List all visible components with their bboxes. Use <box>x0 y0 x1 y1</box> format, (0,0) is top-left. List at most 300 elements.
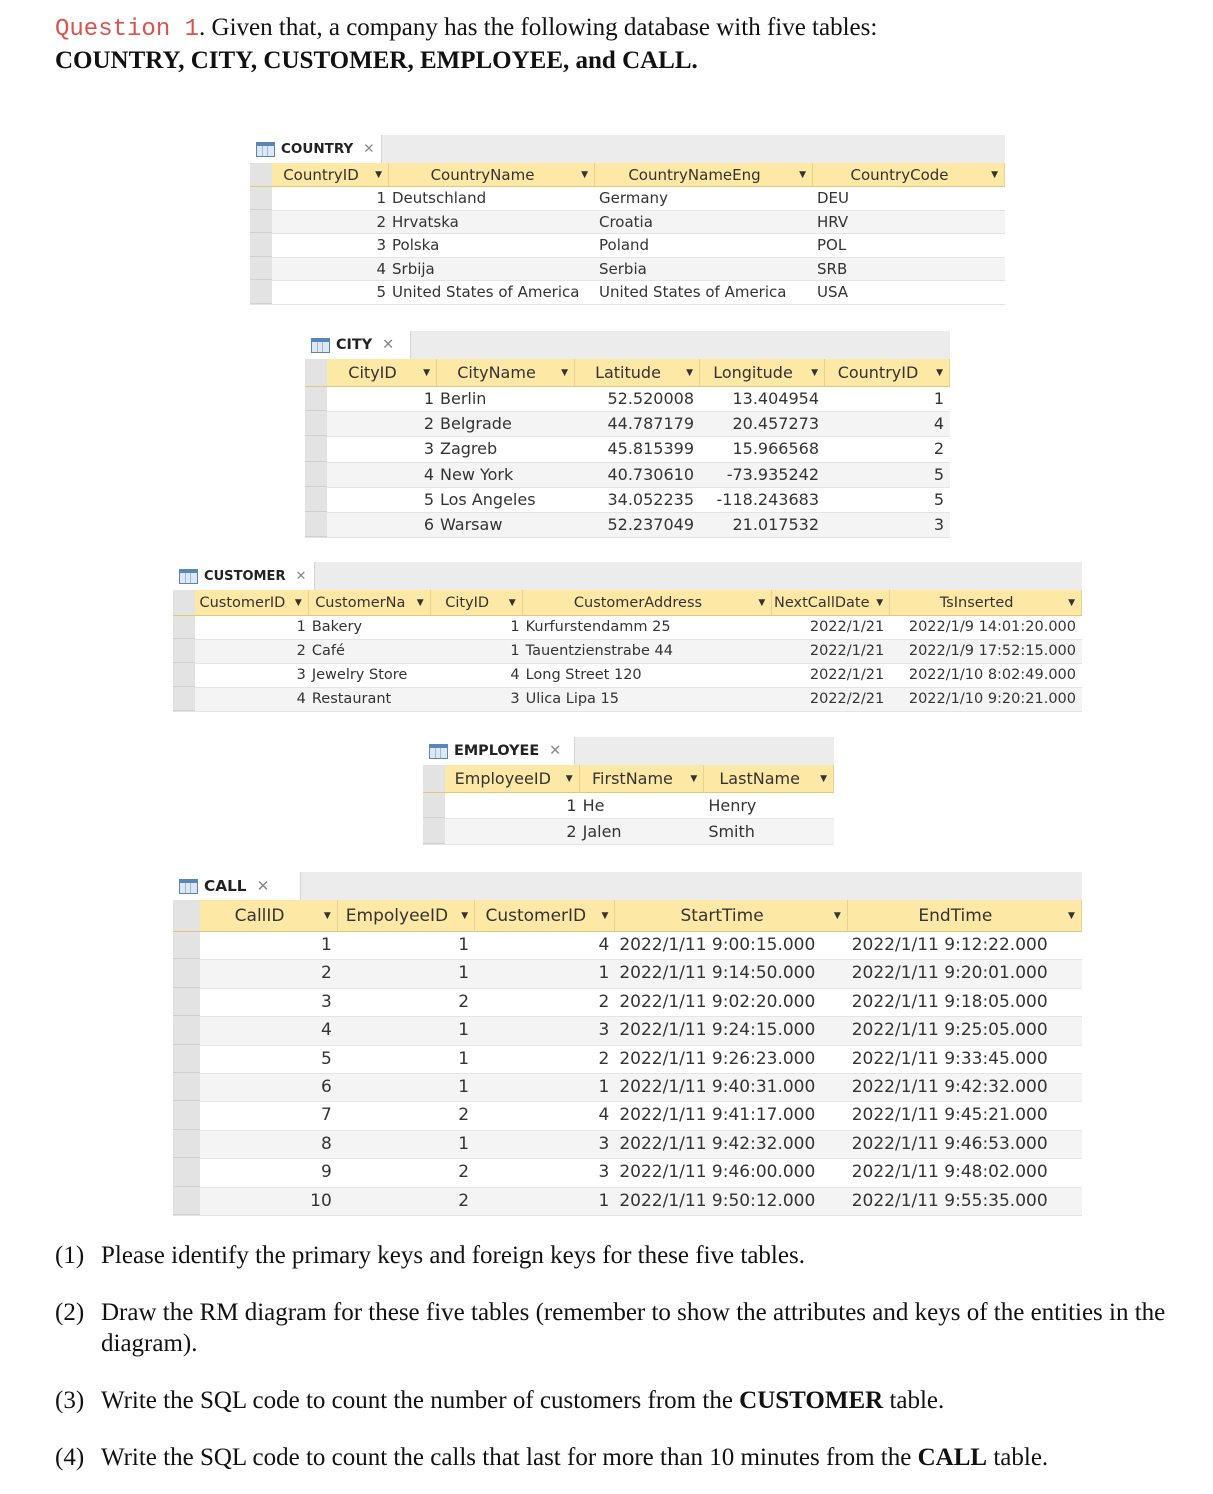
country-header-row <box>250 163 1005 187</box>
cell-countryid[interactable]: 5 <box>825 463 950 487</box>
cell-customerid[interactable]: 2 <box>598 991 610 1012</box>
cell-customeraddress[interactable]: Tauentzienstrabe 44 <box>523 640 773 663</box>
cell-empolyeeid[interactable]: 1 <box>338 1074 475 1101</box>
column-header-label: CountryNameEng <box>628 166 761 184</box>
cell-countryname[interactable]: United States of America <box>392 283 580 301</box>
cell-longitude[interactable]: 13.404954 <box>732 389 819 408</box>
record-selector[interactable] <box>250 281 272 304</box>
table-row[interactable] <box>173 640 1082 664</box>
table-row[interactable] <box>423 793 834 819</box>
cell-callid[interactable]: 5 <box>320 1048 332 1069</box>
question-heading <box>55 12 1195 76</box>
table-row[interactable] <box>250 211 1005 235</box>
table-row[interactable] <box>250 258 1005 282</box>
table-row[interactable] <box>305 463 950 488</box>
customer-table <box>173 562 1082 712</box>
close-icon[interactable]: ✕ <box>363 141 375 157</box>
table-row[interactable] <box>173 1159 1082 1187</box>
table-row[interactable] <box>305 387 950 412</box>
column-header-customerid[interactable] <box>475 900 615 931</box>
city-rows <box>305 387 950 538</box>
close-icon[interactable]: ✕ <box>295 568 307 584</box>
cell-nextcalldate[interactable]: 2022/1/21 <box>772 640 890 663</box>
employee-table <box>423 737 834 845</box>
record-selector[interactable] <box>305 463 327 487</box>
cell-employeeid[interactable]: 1 <box>566 796 577 815</box>
column-header-tsinserted[interactable] <box>890 590 1082 615</box>
record-selector[interactable] <box>423 793 445 818</box>
column-header-endtime[interactable] <box>848 900 1082 931</box>
question-number: (1) <box>55 1242 85 1269</box>
table-row[interactable] <box>305 488 950 513</box>
cell-latitude[interactable]: 52.520008 <box>607 389 694 408</box>
table-row[interactable] <box>173 1188 1082 1216</box>
cell-countrynameeng[interactable]: Serbia <box>595 258 813 281</box>
table-row[interactable] <box>173 1131 1082 1159</box>
cell-starttime[interactable]: 2022/1/11 9:50:12.000 <box>615 1188 847 1215</box>
column-header-label: CityName <box>457 363 536 382</box>
tab-employee[interactable] <box>423 737 575 765</box>
customer-header-row <box>173 590 1082 616</box>
column-header-countrynameeng[interactable] <box>595 163 813 186</box>
cell-firstname[interactable]: Jalen <box>580 819 705 844</box>
cell-countryid[interactable]: 3 <box>825 513 950 537</box>
cell-customerid[interactable]: 4 <box>598 935 610 955</box>
record-selector[interactable] <box>250 211 272 234</box>
cell-countrynameeng[interactable]: Croatia <box>595 211 813 234</box>
cell-countryid[interactable]: 3 <box>376 236 386 254</box>
column-header-latitude[interactable] <box>575 359 700 386</box>
close-icon[interactable]: ✕ <box>256 877 270 895</box>
cell-customerna[interactable]: Café <box>309 640 431 663</box>
column-header-countryid[interactable] <box>825 359 950 386</box>
cell-callid[interactable]: 9 <box>320 1162 332 1183</box>
cell-customerid[interactable]: 4 <box>195 688 309 711</box>
record-selector[interactable] <box>423 819 445 844</box>
cell-cityid[interactable]: 2 <box>327 412 437 436</box>
cell-endtime[interactable]: 2022/1/11 9:18:05.000 <box>851 991 1048 1012</box>
table-row[interactable] <box>423 819 834 845</box>
cell-endtime[interactable]: 2022/1/11 9:45:21.000 <box>851 1105 1048 1126</box>
column-header-countryid[interactable] <box>272 163 389 186</box>
cell-callid[interactable]: 6 <box>200 1074 337 1101</box>
record-selector[interactable] <box>173 989 200 1016</box>
record-selector[interactable] <box>173 640 195 663</box>
column-header-customerna[interactable] <box>309 590 431 615</box>
cell-customerid[interactable]: 1 <box>475 1188 615 1215</box>
table-row[interactable] <box>173 664 1082 688</box>
column-header-cityname[interactable] <box>437 359 575 386</box>
call-table <box>173 872 1082 1216</box>
cell-empolyeeid[interactable]: 1 <box>338 1131 475 1158</box>
cell-starttime[interactable]: 2022/1/11 9:02:20.000 <box>619 991 816 1012</box>
cell-firstname[interactable]: He <box>582 796 605 815</box>
table-row[interactable] <box>173 1046 1082 1074</box>
table-row[interactable] <box>250 234 1005 258</box>
record-selector[interactable] <box>250 258 272 281</box>
cell-endtime[interactable]: 2022/1/11 9:33:45.000 <box>851 1048 1048 1069</box>
call-rows <box>173 932 1082 1216</box>
table-row[interactable] <box>250 281 1005 305</box>
record-selector[interactable] <box>305 437 327 461</box>
cell-cityid[interactable]: 4 <box>327 463 437 487</box>
dropdown-arrow-icon[interactable]: ▼ <box>690 774 698 784</box>
cell-countryid[interactable]: 4 <box>825 412 950 436</box>
cell-customerna[interactable]: Bakery <box>311 619 363 635</box>
cell-cityid[interactable]: 1 <box>510 619 520 635</box>
dropdown-arrow-icon[interactable]: ▼ <box>601 911 609 921</box>
cell-endtime[interactable]: 2022/1/11 9:12:22.000 <box>851 935 1048 955</box>
cell-callid[interactable]: 8 <box>200 1131 337 1158</box>
cell-cityname[interactable]: New York <box>437 463 575 487</box>
cell-tsinserted[interactable]: 2022/1/10 9:20:21.000 <box>890 688 1082 711</box>
record-selector[interactable] <box>173 1046 200 1073</box>
table-icon <box>256 142 275 157</box>
cell-latitude[interactable]: 40.730610 <box>575 463 700 487</box>
cell-customeraddress[interactable]: Kurfurstendamm 25 <box>525 619 671 635</box>
cell-customerid[interactable]: 3 <box>475 1017 615 1044</box>
column-header-label: CustomerAddress <box>573 595 703 611</box>
cell-starttime[interactable]: 2022/1/11 9:24:15.000 <box>615 1017 847 1044</box>
cell-countrynameeng[interactable]: United States of America <box>599 283 787 301</box>
record-selector[interactable] <box>173 1017 200 1044</box>
dropdown-arrow-icon[interactable]: ▼ <box>758 598 766 608</box>
cell-employeeid[interactable]: 2 <box>445 819 580 844</box>
column-header-label: FirstName <box>592 769 673 788</box>
record-selector[interactable] <box>173 664 195 687</box>
column-header-label: CountryID <box>283 166 359 184</box>
table-row[interactable] <box>305 437 950 462</box>
dropdown-arrow-icon[interactable]: ▼ <box>323 911 331 921</box>
cell-starttime[interactable]: 2022/1/11 9:46:00.000 <box>619 1162 816 1183</box>
cell-longitude[interactable]: 15.966568 <box>732 439 819 459</box>
column-header-label: NextCallDate <box>774 595 870 611</box>
question-item <box>55 1442 1205 1473</box>
column-header-label: CityID <box>348 363 397 382</box>
cell-countryname[interactable]: Srbija <box>389 258 595 281</box>
dropdown-arrow-icon[interactable]: ▼ <box>416 598 424 608</box>
cell-countrycode[interactable]: USA <box>817 283 849 301</box>
cell-countryid[interactable]: 5 <box>376 283 386 301</box>
country-table <box>250 135 1005 305</box>
cell-nextcalldate[interactable]: 2022/2/21 <box>772 688 890 711</box>
cell-countryid[interactable]: 4 <box>272 258 389 281</box>
column-header-cityid[interactable] <box>431 590 523 615</box>
column-header-label: CustomerNa <box>315 595 406 611</box>
tab-country[interactable] <box>250 135 382 163</box>
cell-endtime[interactable]: 2022/1/11 9:42:32.000 <box>848 1074 1082 1101</box>
record-selector[interactable] <box>305 513 327 537</box>
record-selector[interactable] <box>250 187 272 210</box>
cell-cityname[interactable]: Los Angeles <box>440 489 536 509</box>
cell-lastname[interactable]: Smith <box>704 819 834 844</box>
cell-countrynameeng[interactable]: Germany <box>599 189 668 207</box>
column-header-label: StartTime <box>680 906 764 926</box>
record-selector[interactable] <box>173 616 195 639</box>
column-header-label: CustomerID <box>199 595 286 611</box>
cell-countrycode[interactable]: SRB <box>813 258 1005 281</box>
dropdown-arrow-icon[interactable]: ▼ <box>375 170 382 180</box>
city-table <box>305 331 950 538</box>
dropdown-arrow-icon[interactable]: ▼ <box>876 598 884 608</box>
cell-cityid[interactable]: 6 <box>327 513 437 537</box>
tab-city[interactable] <box>305 331 411 359</box>
table-icon <box>429 744 448 759</box>
dropdown-arrow-icon[interactable]: ▼ <box>508 598 516 608</box>
cell-longitude[interactable]: 20.457273 <box>700 412 825 436</box>
record-selector[interactable] <box>305 488 327 512</box>
column-header-label: CallID <box>234 906 285 926</box>
dropdown-arrow-icon[interactable]: ▼ <box>991 170 998 180</box>
dropdown-arrow-icon[interactable]: ▼ <box>294 598 302 608</box>
record-selector[interactable] <box>305 412 327 436</box>
dropdown-arrow-icon[interactable]: ▼ <box>686 368 693 378</box>
column-header-lastname[interactable] <box>704 765 834 792</box>
cell-customerna[interactable]: Jewelry Store <box>311 667 408 683</box>
cell-customerid[interactable]: 1 <box>296 619 306 635</box>
column-header-label: CityID <box>445 595 490 611</box>
heading-line2: COUNTRY, CITY, CUSTOMER, EMPLOYEE, and CALL. <box>55 47 698 74</box>
table-row[interactable] <box>173 1074 1082 1102</box>
cell-endtime[interactable]: 2022/1/11 9:48:02.000 <box>851 1162 1048 1183</box>
cell-latitude[interactable]: 52.237049 <box>575 513 700 537</box>
customer-tab-bar <box>173 562 1082 590</box>
record-selector[interactable] <box>173 1074 200 1101</box>
column-header-label: TsInserted <box>939 595 1014 611</box>
cell-cityname[interactable]: Zagreb <box>440 439 498 459</box>
cell-customeraddress[interactable]: Ulica Lipa 15 <box>523 688 773 711</box>
customer-rows <box>173 616 1082 712</box>
question-text: Write the SQL code to count the number of customers from the CUSTOMER table. <box>101 1387 945 1414</box>
question-number: (4) <box>55 1444 85 1471</box>
select-all-cell[interactable] <box>423 765 445 792</box>
column-header-label: CountryName <box>430 166 535 184</box>
record-selector[interactable] <box>173 1188 200 1215</box>
record-selector[interactable] <box>173 1159 200 1186</box>
cell-countryid[interactable]: 2 <box>272 211 389 234</box>
cell-callid[interactable]: 2 <box>200 960 337 987</box>
column-header-cityid[interactable] <box>327 359 437 386</box>
dropdown-arrow-icon[interactable]: ▼ <box>423 368 430 378</box>
cell-countrycode[interactable]: HRV <box>813 211 1005 234</box>
cell-starttime[interactable]: 2022/1/11 9:42:32.000 <box>615 1131 847 1158</box>
cell-customerid[interactable]: 1 <box>475 1074 615 1101</box>
table-row[interactable] <box>305 412 950 437</box>
employee-header-row <box>423 765 834 793</box>
record-selector[interactable] <box>173 688 195 711</box>
cell-cityid[interactable]: 3 <box>423 439 434 459</box>
heading-line1: . Given that, a company has the following database with five tables: <box>199 14 878 41</box>
cell-customerid[interactable]: 3 <box>598 1162 610 1183</box>
table-row[interactable] <box>173 688 1082 712</box>
question-text: Write the SQL code to count the calls that last for more than 10 minutes from the CALL table. <box>101 1444 1049 1471</box>
cell-cityid[interactable]: 5 <box>423 489 434 509</box>
cell-callid[interactable]: 7 <box>320 1105 332 1126</box>
select-all-cell[interactable] <box>173 900 200 931</box>
column-header-nextcalldate[interactable] <box>772 590 890 615</box>
column-header-employeeid[interactable] <box>445 765 580 792</box>
employee-tab-label: EMPLOYEE <box>454 743 540 759</box>
cell-callid[interactable]: 10 <box>200 1188 337 1215</box>
table-row[interactable] <box>173 989 1082 1017</box>
dropdown-arrow-icon[interactable]: ▼ <box>581 170 588 180</box>
dropdown-arrow-icon[interactable]: ▼ <box>833 911 841 921</box>
cell-customerid[interactable]: 4 <box>598 1105 610 1126</box>
cell-starttime[interactable]: 2022/1/11 9:41:17.000 <box>619 1105 816 1126</box>
cell-cityid[interactable]: 3 <box>431 688 523 711</box>
select-all-cell[interactable] <box>250 163 272 186</box>
dropdown-arrow-icon[interactable]: ▼ <box>461 911 469 921</box>
table-row[interactable] <box>250 187 1005 211</box>
cell-starttime[interactable]: 2022/1/11 9:00:15.000 <box>619 935 816 955</box>
cell-countryid[interactable]: 2 <box>933 439 944 459</box>
close-icon[interactable]: ✕ <box>382 337 395 353</box>
column-header-customeraddress[interactable] <box>523 590 773 615</box>
column-header-label: EmployeeID <box>454 769 551 788</box>
question-number: (3) <box>55 1387 85 1414</box>
question-list <box>55 1240 1205 1494</box>
cell-empolyeeid[interactable]: 1 <box>338 960 475 987</box>
dropdown-arrow-icon[interactable]: ▼ <box>811 368 818 378</box>
cell-countrynameeng[interactable]: Poland <box>599 236 650 254</box>
cell-empolyeeid[interactable]: 1 <box>458 935 470 955</box>
cell-endtime[interactable]: 2022/1/11 9:46:53.000 <box>848 1131 1082 1158</box>
cell-starttime[interactable]: 2022/1/11 9:40:31.000 <box>615 1074 847 1101</box>
cell-countryid[interactable]: 5 <box>933 489 944 509</box>
cell-customerid[interactable]: 3 <box>296 667 306 683</box>
cell-starttime[interactable]: 2022/1/11 9:26:23.000 <box>619 1048 816 1069</box>
cell-empolyeeid[interactable]: 2 <box>458 1105 470 1126</box>
table-icon <box>311 338 330 353</box>
cell-tsinserted[interactable]: 2022/1/10 8:02:49.000 <box>908 667 1076 683</box>
column-header-label: CountryCode <box>850 166 949 184</box>
cell-latitude[interactable]: 34.052235 <box>607 489 694 509</box>
record-selector[interactable] <box>173 960 200 987</box>
cell-longitude[interactable]: -118.243683 <box>716 489 819 509</box>
cell-cityname[interactable]: Berlin <box>440 389 487 408</box>
select-all-cell[interactable] <box>305 359 327 386</box>
cell-empolyeeid[interactable]: 2 <box>458 1162 470 1183</box>
cell-endtime[interactable]: 2022/1/11 9:25:05.000 <box>848 1017 1082 1044</box>
dropdown-arrow-icon[interactable]: ▼ <box>565 774 573 784</box>
cell-customeraddress[interactable]: Long Street 120 <box>525 667 642 683</box>
column-header-longitude[interactable] <box>700 359 825 386</box>
cell-cityid[interactable]: 1 <box>423 389 434 408</box>
call-header-row <box>173 900 1082 932</box>
cell-longitude[interactable]: 21.017532 <box>700 513 825 537</box>
select-all-cell[interactable] <box>173 590 195 615</box>
column-header-countryname[interactable] <box>389 163 595 186</box>
table-row[interactable] <box>305 513 950 538</box>
call-tab-bar <box>173 872 1082 900</box>
table-row[interactable] <box>173 1102 1082 1130</box>
question-item <box>55 1240 1205 1271</box>
column-header-countrycode[interactable] <box>813 163 1005 186</box>
cell-customerid[interactable]: 1 <box>475 960 615 987</box>
cell-nextcalldate[interactable]: 2022/1/21 <box>809 667 885 683</box>
column-header-empolyeeid[interactable] <box>338 900 475 931</box>
cell-tsinserted[interactable]: 2022/1/9 17:52:15.000 <box>890 640 1082 663</box>
dropdown-arrow-icon[interactable]: ▼ <box>799 170 806 180</box>
country-rows <box>250 187 1005 305</box>
question-label: Question 1 <box>55 16 200 43</box>
dropdown-arrow-icon[interactable]: ▼ <box>1068 911 1075 921</box>
cell-countryname[interactable]: Deutschland <box>392 189 487 207</box>
cell-starttime[interactable]: 2022/1/11 9:14:50.000 <box>615 960 847 987</box>
cell-customerna[interactable]: Restaurant <box>309 688 431 711</box>
record-selector[interactable] <box>305 387 327 411</box>
cell-empolyeeid[interactable]: 1 <box>458 1048 470 1069</box>
column-header-label: LastName <box>719 769 800 788</box>
country-tab-label: COUNTRY <box>281 141 354 157</box>
column-header-callid[interactable] <box>200 900 337 931</box>
record-selector[interactable] <box>173 932 200 959</box>
table-row[interactable] <box>173 616 1082 640</box>
record-selector[interactable] <box>173 1102 200 1129</box>
close-icon[interactable]: ✕ <box>549 743 562 759</box>
dropdown-arrow-icon[interactable]: ▼ <box>820 774 827 784</box>
cell-latitude[interactable]: 45.815399 <box>607 439 694 459</box>
call-tab-label: CALL <box>204 877 247 895</box>
cell-callid[interactable]: 4 <box>200 1017 337 1044</box>
column-header-label: EmpolyeeID <box>345 906 449 926</box>
employee-tab-bar <box>423 737 834 765</box>
cell-tsinserted[interactable]: 2022/1/9 14:01:20.000 <box>908 619 1076 635</box>
question-text: Please identify the primary keys and foreign keys for these five tables. <box>101 1242 805 1269</box>
table-row[interactable] <box>173 1017 1082 1045</box>
cell-endtime[interactable]: 2022/1/11 9:20:01.000 <box>848 960 1082 987</box>
cell-countryid[interactable]: 1 <box>376 189 386 207</box>
table-row[interactable] <box>173 960 1082 988</box>
cell-countrycode[interactable]: DEU <box>817 189 850 207</box>
cell-endtime[interactable]: 2022/1/11 9:55:35.000 <box>848 1188 1082 1215</box>
record-selector[interactable] <box>250 234 272 257</box>
cell-callid[interactable]: 3 <box>320 991 332 1012</box>
employee-rows <box>423 793 834 845</box>
dropdown-arrow-icon[interactable]: ▼ <box>561 368 568 378</box>
city-tab-bar <box>305 331 950 359</box>
cell-callid[interactable]: 1 <box>320 935 332 955</box>
cell-countryid[interactable]: 1 <box>933 389 944 408</box>
record-selector[interactable] <box>173 1131 200 1158</box>
table-row[interactable] <box>173 932 1082 960</box>
cell-latitude[interactable]: 44.787179 <box>575 412 700 436</box>
dropdown-arrow-icon[interactable]: ▼ <box>936 368 943 378</box>
cell-customerid[interactable]: 2 <box>195 640 309 663</box>
cell-longitude[interactable]: -73.935242 <box>700 463 825 487</box>
cell-lastname[interactable]: Henry <box>708 796 757 815</box>
cell-empolyeeid[interactable]: 2 <box>458 991 470 1012</box>
cell-cityid[interactable]: 1 <box>431 640 523 663</box>
tab-customer[interactable] <box>173 562 315 590</box>
column-header-firstname[interactable] <box>580 765 705 792</box>
column-header-starttime[interactable] <box>615 900 847 931</box>
cell-cityname[interactable]: Warsaw <box>437 513 575 537</box>
cell-cityname[interactable]: Belgrade <box>437 412 575 436</box>
cell-customerid[interactable]: 2 <box>598 1048 610 1069</box>
cell-empolyeeid[interactable]: 1 <box>338 1017 475 1044</box>
tab-call[interactable] <box>173 872 301 900</box>
cell-empolyeeid[interactable]: 2 <box>338 1188 475 1215</box>
dropdown-arrow-icon[interactable]: ▼ <box>1068 598 1075 608</box>
cell-cityid[interactable]: 4 <box>510 667 520 683</box>
cell-countryname[interactable]: Hrvatska <box>389 211 595 234</box>
cell-customerid[interactable]: 3 <box>475 1131 615 1158</box>
cell-countrycode[interactable]: POL <box>817 236 847 254</box>
cell-countryname[interactable]: Polska <box>392 236 440 254</box>
cell-nextcalldate[interactable]: 2022/1/21 <box>809 619 885 635</box>
column-header-customerid[interactable] <box>195 590 309 615</box>
